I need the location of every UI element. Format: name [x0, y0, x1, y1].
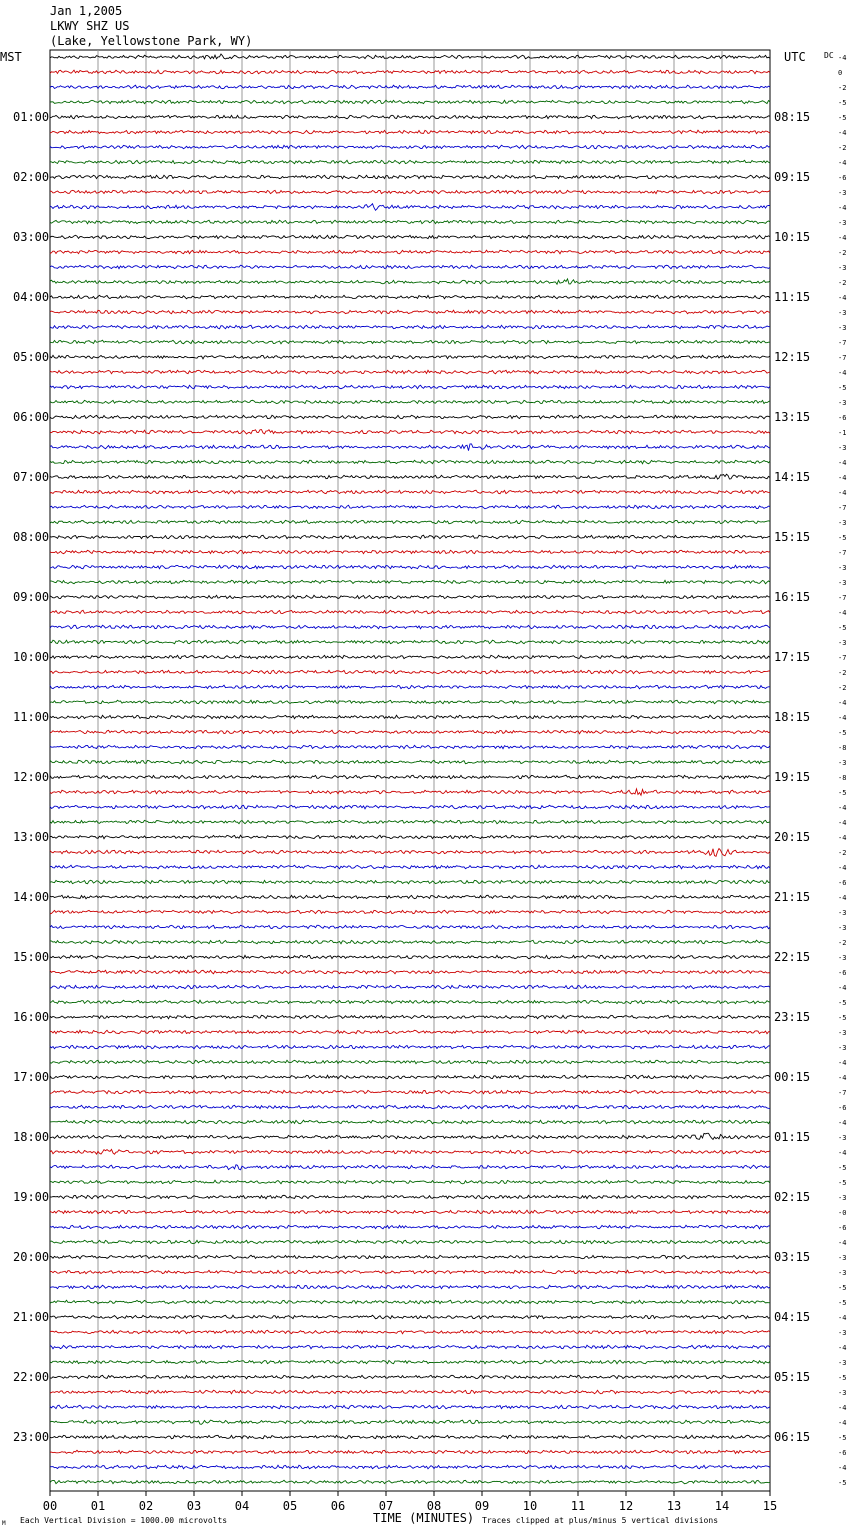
trace-row: [50, 100, 770, 104]
trace-row: [50, 1149, 770, 1154]
trace-row: [50, 1480, 770, 1483]
right-hour-label: 19:15: [774, 770, 811, 784]
chart-location: (Lake, Yellowstone Park, WY): [50, 34, 253, 48]
trace-row: [50, 1105, 770, 1109]
trace-row: [50, 1090, 770, 1093]
trace-row: [50, 789, 770, 795]
left-hour-label: 08:00: [13, 530, 50, 544]
dc-offset-label: 0: [838, 69, 843, 77]
trace-row: [50, 1315, 770, 1319]
dc-offset-label: -4: [838, 1149, 847, 1157]
dc-offset-label: -3: [838, 579, 847, 587]
trace-row: [50, 460, 770, 464]
dc-offset-label: -4: [838, 1239, 847, 1247]
dc-offset-label: -3: [838, 924, 847, 932]
trace-row: [50, 805, 770, 809]
left-hour-label: 21:00: [13, 1310, 50, 1324]
trace-row: [50, 1300, 770, 1304]
dc-offset-label: -4: [838, 804, 847, 812]
trace-row: [50, 940, 770, 944]
dc-offset-label: -3: [838, 909, 847, 917]
dc-offset-label: -6: [838, 879, 847, 887]
x-tick-label: 06: [330, 1499, 346, 1513]
trace-row: [50, 1330, 770, 1333]
dc-offset-label: -2: [838, 84, 847, 92]
dc-offset-label: -4: [838, 819, 847, 827]
trace-row: [50, 190, 770, 193]
dc-offset-label: -5: [838, 1434, 847, 1442]
x-tick-label: 10: [522, 1499, 538, 1513]
dc-offset-label: -4: [838, 369, 847, 377]
trace-row: [50, 700, 770, 704]
dc-offset-label: -4: [838, 129, 847, 137]
dc-offset-label: -5: [838, 789, 847, 797]
dc-offset-label: -3: [838, 759, 847, 767]
trace-row: [50, 565, 770, 568]
dc-offset-label: -4: [838, 1059, 847, 1067]
trace-row: [50, 1045, 770, 1049]
dc-offset-label: -8: [838, 774, 847, 782]
trace-row: [50, 310, 770, 314]
trace-row: [50, 955, 770, 959]
trace-row: [50, 849, 770, 857]
x-axis-title: TIME (MINUTES): [373, 1511, 475, 1525]
trace-row: [50, 355, 770, 359]
left-hour-label: 03:00: [13, 230, 50, 244]
dc-offset-label: -4: [838, 489, 847, 497]
time-labels: [13, 54, 846, 1513]
trace-row: [50, 655, 770, 658]
dc-offset-label: -2: [838, 669, 847, 677]
trace-row: [50, 985, 770, 988]
dc-offset-label: -3: [838, 219, 847, 227]
dc-offset-label: -5: [838, 1014, 847, 1022]
dc-offset-label: -3: [838, 324, 847, 332]
trace-row: [50, 1240, 770, 1243]
trace-row: [50, 1133, 770, 1139]
trace-row: [50, 1195, 770, 1199]
x-tick-label: 12: [618, 1499, 634, 1513]
trace-row: [50, 279, 770, 284]
right-hour-label: 15:15: [774, 530, 811, 544]
scale-note: Each Vertical Division = 1000.00 microvolts: [20, 1516, 228, 1525]
left-hour-label: 04:00: [13, 290, 50, 304]
dc-offset-label: -4: [838, 1119, 847, 1127]
right-hour-label: 02:15: [774, 1190, 811, 1204]
left-hour-label: 06:00: [13, 410, 50, 424]
trace-row: [50, 1225, 770, 1229]
trace-row: [50, 400, 770, 403]
dc-offset-label: -4: [838, 864, 847, 872]
trace-row: [50, 1435, 770, 1439]
trace-row: [50, 1210, 770, 1213]
dc-offset-label: -2: [838, 144, 847, 152]
right-hour-label: 22:15: [774, 950, 811, 964]
right-hour-label: 13:15: [774, 410, 811, 424]
left-hour-label: 02:00: [13, 170, 50, 184]
dc-offset-label: -3: [838, 954, 847, 962]
x-tick-label: 15: [762, 1499, 778, 1513]
x-tick-label: 04: [234, 1499, 250, 1513]
dc-offset-label: -4: [838, 609, 847, 617]
trace-row: [50, 1375, 770, 1379]
dc-offset-label: -3: [838, 1254, 847, 1262]
dc-offset-label: -5: [838, 1284, 847, 1292]
dc-offset-label: -4: [838, 714, 847, 722]
trace-row: [50, 385, 770, 388]
left-hour-label: 18:00: [13, 1130, 50, 1144]
dc-offset-label: -5: [838, 729, 847, 737]
trace-row: [50, 1255, 770, 1258]
dc-offset-label: -5: [838, 999, 847, 1007]
trace-row: [50, 250, 770, 254]
x-tick-label: 05: [282, 1499, 298, 1513]
dc-offset-label: -3: [838, 1194, 847, 1202]
x-tick-label: 01: [90, 1499, 106, 1513]
right-hour-label: 20:15: [774, 830, 811, 844]
dc-label: DC: [824, 51, 834, 60]
dc-offset-label: -2: [838, 279, 847, 287]
dc-offset-label: -5: [838, 114, 847, 122]
clip-note: Traces clipped at plus/minus 5 vertical divisions: [482, 1516, 719, 1525]
trace-row: [50, 685, 770, 689]
trace-row: [50, 295, 770, 299]
trace-row: [50, 505, 770, 509]
right-hour-label: 03:15: [774, 1250, 811, 1264]
dc-offset-label: -3: [838, 264, 847, 272]
trace-row: [50, 760, 770, 764]
x-tick-label: 13: [666, 1499, 682, 1513]
trace-row: [50, 550, 770, 554]
dc-offset-label: -3: [838, 1359, 847, 1367]
left-timezone-label: MST: [0, 50, 22, 64]
right-hour-label: 23:15: [774, 1010, 811, 1024]
dc-offset-label: -6: [838, 1224, 847, 1232]
trace-row: [50, 1285, 770, 1289]
right-hour-label: 06:15: [774, 1430, 811, 1444]
trace-row: [50, 1015, 770, 1018]
right-hour-label: 09:15: [774, 170, 811, 184]
right-hour-label: 04:15: [774, 1310, 811, 1324]
trace-row: [50, 85, 770, 89]
dc-offset-label: -3: [838, 1389, 847, 1397]
left-hour-label: 01:00: [13, 110, 50, 124]
trace-row: [50, 610, 770, 613]
trace-row: [50, 130, 770, 134]
dc-offset-label: -5: [838, 99, 847, 107]
dc-offset-label: -4: [838, 234, 847, 242]
trace-row: [50, 444, 770, 451]
trace-row: [50, 340, 770, 343]
trace-row: [50, 1270, 770, 1274]
right-hour-label: 14:15: [774, 470, 811, 484]
dc-offset-label: -5: [838, 1374, 847, 1382]
dc-offset-label: -6: [838, 414, 847, 422]
dc-offset-label: -4: [838, 1404, 847, 1412]
dc-offset-label: -4: [838, 834, 847, 842]
trace-row: [50, 370, 770, 374]
trace-row: [50, 235, 770, 239]
trace-row: [50, 880, 770, 883]
dc-offset-label: -4: [838, 204, 847, 212]
x-tick-label: 00: [42, 1499, 58, 1513]
left-hour-label: 13:00: [13, 830, 50, 844]
dc-offset-label: -3: [838, 399, 847, 407]
trace-row: [50, 910, 770, 913]
left-hour-label: 10:00: [13, 650, 50, 664]
right-hour-label: 05:15: [774, 1370, 811, 1384]
trace-row: [50, 325, 770, 329]
dc-offset-label: -7: [838, 339, 847, 347]
dc-offset-label: -6: [838, 1449, 847, 1457]
left-hour-label: 14:00: [13, 890, 50, 904]
trace-row: [50, 1165, 770, 1170]
trace-row: [50, 520, 770, 523]
dc-offset-label: -3: [838, 309, 847, 317]
dc-offset-label: -7: [838, 594, 847, 602]
trace-row: [50, 715, 770, 718]
left-hour-label: 19:00: [13, 1190, 50, 1204]
dc-offset-label: -2: [838, 849, 847, 857]
left-hour-label: 20:00: [13, 1250, 50, 1264]
left-hour-label: 22:00: [13, 1370, 50, 1384]
trace-row: [50, 580, 770, 584]
x-tick-label: 07: [378, 1499, 394, 1513]
trace-row: [50, 865, 770, 869]
dc-offset-label: -3: [838, 1134, 847, 1142]
trace-row: [50, 895, 770, 899]
dc-offset-label: -4: [838, 459, 847, 467]
trace-row: [50, 430, 770, 434]
left-hour-label: 11:00: [13, 710, 50, 724]
dc-offset-label: -3: [838, 1029, 847, 1037]
traces: [50, 54, 770, 1484]
x-tick-label: 14: [714, 1499, 730, 1513]
x-tick-label: 11: [570, 1499, 586, 1513]
trace-row: [50, 1450, 770, 1453]
trace-row: [50, 535, 770, 539]
trace-row: [50, 745, 770, 748]
trace-row: [50, 175, 770, 179]
right-hour-label: 10:15: [774, 230, 811, 244]
left-hour-label: 05:00: [13, 350, 50, 364]
trace-row: [50, 1120, 770, 1124]
dc-offset-label: -3: [838, 639, 847, 647]
right-hour-label: 18:15: [774, 710, 811, 724]
dc-offset-label: -4: [838, 159, 847, 167]
dc-offset-label: -7: [838, 354, 847, 362]
left-hour-label: 15:00: [13, 950, 50, 964]
trace-row: [50, 925, 770, 929]
dc-offset-label: -8: [838, 744, 847, 752]
dc-offset-label: -5: [838, 1299, 847, 1307]
right-hour-label: 00:15: [774, 1070, 811, 1084]
corner-mark: M: [2, 1520, 6, 1527]
dc-offset-label: -4: [838, 894, 847, 902]
trace-row: [50, 670, 770, 674]
trace-row: [50, 1345, 770, 1349]
dc-offset-label: -3: [838, 189, 847, 197]
dc-offset-label: -4: [838, 54, 847, 62]
dc-offset-label: -4: [838, 294, 847, 302]
trace-row: [50, 204, 770, 211]
dc-offset-label: -3: [838, 519, 847, 527]
trace-row: [50, 595, 770, 598]
dc-offset-label: -4: [838, 1314, 847, 1322]
dc-offset-label: -4: [838, 1419, 847, 1427]
dc-offset-label: -4: [838, 474, 847, 482]
trace-row: [50, 1420, 770, 1424]
dc-offset-label: -7: [838, 504, 847, 512]
trace-row: [50, 1000, 770, 1003]
trace-row: [50, 625, 770, 629]
left-hour-label: 12:00: [13, 770, 50, 784]
trace-row: [50, 160, 770, 164]
x-tick-label: 03: [186, 1499, 202, 1513]
trace-row: [50, 115, 770, 119]
chart-station: LKWY SHZ US: [50, 19, 130, 33]
trace-row: [50, 1465, 770, 1469]
trace-row: [50, 1360, 770, 1364]
dc-offset-label: -3: [838, 1329, 847, 1337]
trace-row: [50, 54, 770, 59]
trace-row: [50, 70, 770, 74]
dc-offset-label: -3: [838, 564, 847, 572]
dc-offset-label: -5: [838, 624, 847, 632]
dc-offset-label: -4: [838, 984, 847, 992]
trace-row: [50, 145, 770, 149]
chart-date: Jan 1,2005: [50, 4, 123, 18]
dc-offset-label: -5: [838, 384, 847, 392]
trace-row: [50, 1060, 770, 1063]
trace-row: [50, 640, 770, 644]
right-hour-label: 12:15: [774, 350, 811, 364]
right-hour-label: 16:15: [774, 590, 811, 604]
trace-row: [50, 415, 770, 419]
trace-row: [50, 1390, 770, 1394]
dc-offset-label: -5: [838, 1164, 847, 1172]
dc-offset-label: -6: [838, 1104, 847, 1112]
x-tick-label: 02: [138, 1499, 154, 1513]
dc-offset-label: -4: [838, 1464, 847, 1472]
right-hour-label: 11:15: [774, 290, 811, 304]
x-tick-label: 08: [426, 1499, 442, 1513]
right-hour-label: 21:15: [774, 890, 811, 904]
trace-row: [50, 1075, 770, 1079]
dc-offset-label: -6: [838, 174, 847, 182]
trace-row: [50, 490, 770, 494]
dc-offset-label: -4: [838, 699, 847, 707]
left-hour-label: 09:00: [13, 590, 50, 604]
left-hour-label: 16:00: [13, 1010, 50, 1024]
dc-offset-label: -2: [838, 684, 847, 692]
right-hour-label: 08:15: [774, 110, 811, 124]
trace-row: [50, 835, 770, 839]
dc-offset-label: -3: [838, 1044, 847, 1052]
trace-row: [50, 1030, 770, 1034]
dc-offset-label: -4: [838, 1344, 847, 1352]
dc-offset-label: -2: [838, 939, 847, 947]
right-hour-label: 01:15: [774, 1130, 811, 1144]
left-hour-label: 23:00: [13, 1430, 50, 1444]
dc-offset-label: -3: [838, 444, 847, 452]
dc-offset-label: -1: [838, 429, 847, 437]
dc-offset-label: -6: [838, 969, 847, 977]
trace-row: [50, 775, 770, 779]
dc-offset-label: -5: [838, 1479, 847, 1487]
dc-offset-label: -2: [838, 249, 847, 257]
trace-row: [50, 1180, 770, 1184]
right-hour-label: 17:15: [774, 650, 811, 664]
dc-offset-label: -0: [838, 1209, 847, 1217]
grid: [50, 50, 770, 1496]
dc-offset-label: -5: [838, 534, 847, 542]
dc-offset-label: -7: [838, 549, 847, 557]
dc-offset-label: -5: [838, 1179, 847, 1187]
trace-row: [50, 220, 770, 224]
x-tick-label: 09: [474, 1499, 490, 1513]
dc-offset-label: -7: [838, 1089, 847, 1097]
left-hour-label: 07:00: [13, 470, 50, 484]
trace-row: [50, 1405, 770, 1409]
right-timezone-label: UTC: [784, 50, 806, 64]
left-hour-label: 17:00: [13, 1070, 50, 1084]
trace-row: [50, 265, 770, 268]
dc-offset-label: -4: [838, 1074, 847, 1082]
trace-row: [50, 474, 770, 479]
trace-row: [50, 970, 770, 974]
trace-row: [50, 730, 770, 733]
trace-row: [50, 820, 770, 823]
dc-offset-label: -7: [838, 654, 847, 662]
dc-offset-label: -3: [838, 1269, 847, 1277]
